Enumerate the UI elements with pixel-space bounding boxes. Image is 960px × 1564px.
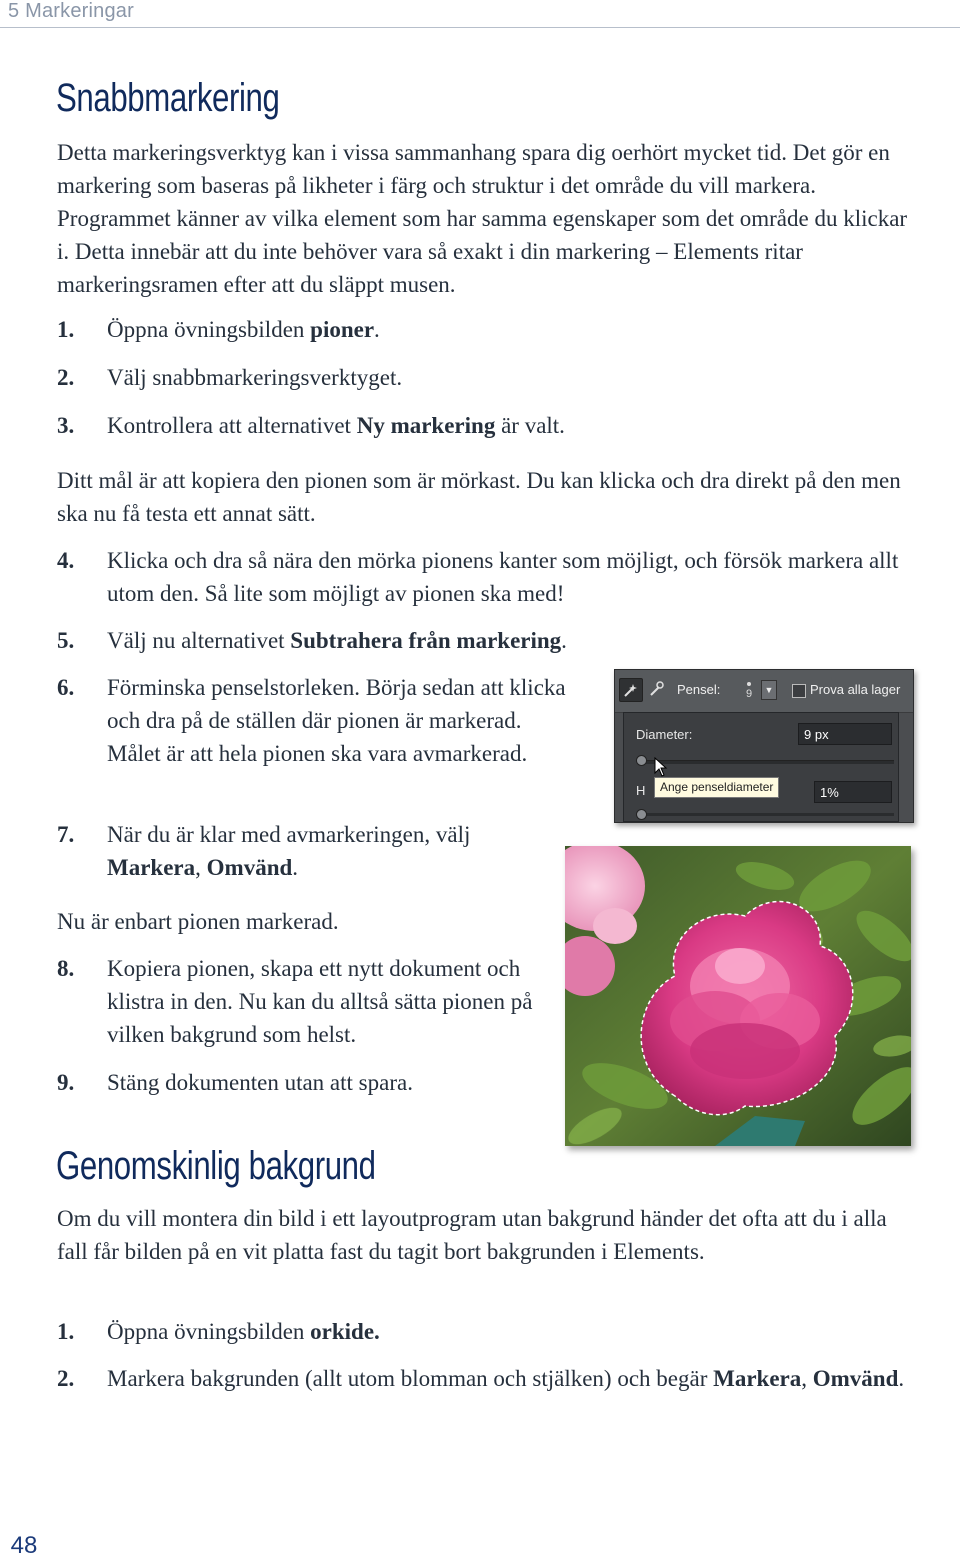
hardness-slider-track[interactable] xyxy=(638,813,894,816)
step-text: Kopiera pionen, skapa ett nytt dokument och klistra in den. Nu kan du alltså sätta pionen på vilken bakgrund som helst. xyxy=(107,956,533,1047)
step-text: Förminska penselstorleken. Börja sedan att klicka och dra på de ställen där pionen är markerad. Målet är att hela pionen ska vara avmarkerad. xyxy=(107,675,566,766)
step-bold-2: Omvänd xyxy=(206,855,293,880)
step-bold-1: Markera xyxy=(107,855,196,880)
brush-settings-popup xyxy=(623,712,899,822)
step-text: Markera bakgrunden (allt utom blomman och stjälken) och begär xyxy=(107,1366,714,1391)
step-number: 1. xyxy=(57,1319,75,1344)
step-4 xyxy=(57,544,907,610)
brush-label: Pensel: xyxy=(677,682,721,697)
sample-all-layers-checkbox[interactable] xyxy=(792,684,806,698)
section-title-snabbmarkering: Snabbmarkering xyxy=(56,76,280,120)
running-head: 5 Markeringar xyxy=(8,0,134,22)
step-number: 3. xyxy=(57,413,75,438)
step-after: . xyxy=(374,317,380,342)
brush-size-text: 9 xyxy=(745,688,753,700)
step-after: . xyxy=(561,628,567,653)
step-1 xyxy=(57,313,757,346)
brush-picker-dropdown[interactable] xyxy=(761,680,777,700)
step-7 xyxy=(57,818,537,884)
diameter-label: Diameter: xyxy=(636,727,693,742)
goal-paragraph: Ditt mål är att kopiera den pionen som är mörkast. Du kan klicka och dra direkt på den men ska nu få testa ett annat sätt. xyxy=(57,468,901,526)
result-paragraph: Nu är enbart pionen markerad. xyxy=(57,909,339,934)
step-after: är valt. xyxy=(495,413,565,438)
step-number: 6. xyxy=(57,675,75,700)
step-bold: Subtrahera från markering xyxy=(290,628,562,653)
step-number: 9. xyxy=(57,1070,75,1095)
step-number: 1. xyxy=(57,317,75,342)
step-text: Kontrollera att alternativet xyxy=(107,413,357,438)
tooltip: Ange penseldiameter xyxy=(654,777,779,798)
step-sep: , xyxy=(195,855,207,880)
diameter-slider-knob[interactable] xyxy=(636,755,647,766)
diameter-field[interactable]: 9 px xyxy=(798,723,892,745)
step-number: 7. xyxy=(57,822,75,847)
step-3 xyxy=(57,409,857,442)
intro-paragraph: Detta markeringsverktyg kan i vissa sammanhang spara dig oerhört mycket tid. Det gör en markering som baseras på likheter i färg och struktur i det område du vill markera. Programmet känner av vilka element som har samma egenskaper som det område du klickar i. Detta innebär att du inte behöver vara så exakt i din markering – Elements ritar markeringsramen efter att du släppt musen. xyxy=(57,140,908,297)
peony-photo xyxy=(565,846,911,1146)
step-9 xyxy=(57,1066,547,1099)
step-bold-2: Omvänd xyxy=(812,1366,899,1391)
step-2 xyxy=(57,361,757,394)
step-text: Öppna övningsbilden xyxy=(107,1319,311,1344)
step-text: Öppna övningsbilden xyxy=(107,317,311,342)
step-bold: Ny markering xyxy=(356,413,496,438)
step-text: Välj nu alternativet xyxy=(107,628,291,653)
page-number: 48 xyxy=(0,1528,48,1563)
selection-brush-icon[interactable] xyxy=(645,678,667,700)
step-number: 5. xyxy=(57,628,75,653)
brush-options-screenshot xyxy=(614,669,914,823)
step-number: 4. xyxy=(57,548,75,573)
hardness-slider-knob[interactable] xyxy=(636,809,647,820)
step-after: . xyxy=(898,1366,905,1391)
step-bold-1: Markera xyxy=(713,1366,802,1391)
step-sep: , xyxy=(801,1366,813,1391)
step-5 xyxy=(57,624,857,657)
step-number: 2. xyxy=(57,365,75,390)
header-rule xyxy=(0,27,960,28)
step-text: Klicka och dra så nära den mörka pionens kanter som möjligt, och försök markera allt utom den. Så lite som möjligt av pionen ska med! xyxy=(107,548,899,606)
step-after: . xyxy=(292,855,299,880)
sample-all-layers-label: Prova alla lager xyxy=(810,682,901,697)
brush-size-preview[interactable] xyxy=(739,676,759,706)
step-text: Välj snabbmarkeringsverktyget. xyxy=(107,365,403,390)
step-text: När du är klar med avmarkeringen, välj xyxy=(107,822,471,847)
section2-step-2 xyxy=(57,1362,917,1395)
diameter-slider-track[interactable] xyxy=(638,760,894,764)
tool-options-bar xyxy=(615,670,913,713)
hardness-field[interactable]: 1% xyxy=(814,781,892,803)
step-bold: pioner xyxy=(310,317,375,342)
brush-dot-icon xyxy=(747,682,751,686)
step-bold: orkide. xyxy=(310,1319,380,1344)
section2-step-1 xyxy=(57,1315,857,1348)
step-number: 8. xyxy=(57,956,75,981)
step-text: Stäng dokumenten utan att spara. xyxy=(107,1070,413,1095)
step-6 xyxy=(57,671,567,770)
chevron-down-icon: ▼ xyxy=(764,685,774,695)
section2-intro-paragraph: Om du vill montera din bild i ett layoutprogram utan bakgrund händer det ofta att du i alla fall får bilden på en vit platta fast du tagit bort bakgrunden i Elements. xyxy=(57,1206,887,1264)
step-number: 2. xyxy=(57,1366,75,1391)
quick-selection-icon[interactable] xyxy=(619,678,643,702)
hardness-label: H xyxy=(636,783,646,798)
section-title-genomskinlig-bakgrund: Genomskinlig bakgrund xyxy=(56,1144,376,1188)
step-8 xyxy=(57,952,547,1051)
